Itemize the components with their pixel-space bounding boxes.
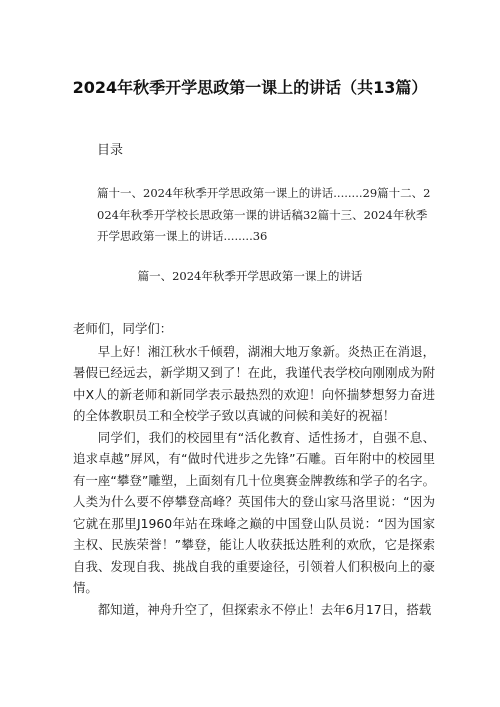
document-title: 2024年秋季开学思政第一课上的讲话（共13篇） [72,78,428,97]
paragraph: 早上好！湘江秋水千倾碧，湖湘大地万象新。炎热正在消退，暑假已经远去，新学期又到了！在此，我谨代表学校向刚刚成为附中X人的新老师和新同学表示最热烈的欢迎！向怀揣梦想努力奋进的全体教职员工和全校学子致以真诚的问候和美好的祝福！ [73,343,435,423]
toc-heading: 目录 [97,143,124,158]
paragraph: 同学们，我们的校园里有“活化教育、适性扬才，自强不息、追求卓越”屏风，有“做时代进步之先锋”石雕。百年附中的校园里有一座“攀登”雕塑，上面刻有几十位奥赛金牌教练和学子的名字。人类为什么要不停攀登高峰？英国伟大的登山家马洛里说：“因为它就在那里J1960年站在珠峰之巅的中国登山队员说：“因为国家主权、民族荣誉！”攀登，能让人收获抵达胜利的欢欣，它是探索自我、发现自我、挑战自我的重要途径，引领着人们积极向上的豪情。 [73,429,435,595]
paragraph: 都知道，神舟升空了，但探索永不停止！去年6月17日，搭载 [97,601,432,617]
speech-body [73,318,435,620]
salutation: 老师们，同学们： [73,321,173,336]
toc-entries: 篇十一、2024年秋季开学思政第一课上的讲话........29篇十二、2024年秋季开学校长思政第一课的讲话稿32篇十三、2024年秋季开学思政第一课上的讲话........36 [97,186,431,243]
section-title: 篇一、2024年秋季开学思政第一课上的讲话 [137,269,363,283]
